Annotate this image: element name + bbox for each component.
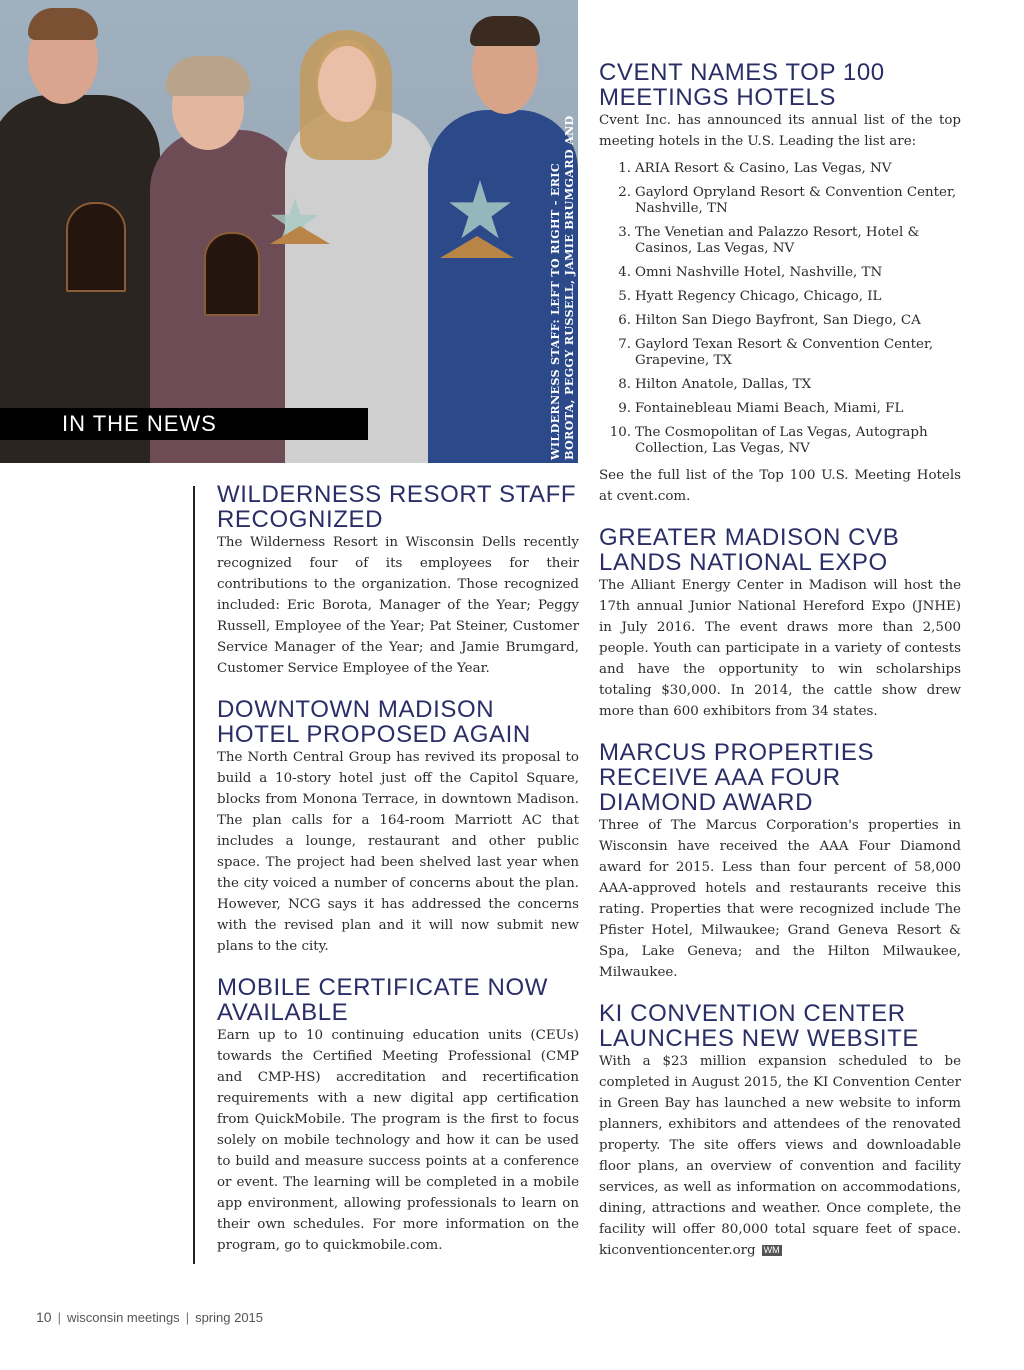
list-item: 10. The Cosmopolitan of Las Vegas, Autograph Collection, Las Vegas, NV [609, 425, 928, 456]
list-item: 8. Hilton Anatole, Dallas, TX [618, 377, 812, 392]
column-divider [193, 486, 195, 1264]
article-downtown-madison [217, 697, 579, 957]
photo-caption: WILDERNESS STAFF: LEFT TO RIGHT - ERIC BOROTA, PEGGY RUSSELL, JAMIE BRUMGARD AND PAT STEINER [548, 115, 590, 460]
right-column [599, 60, 961, 1273]
article-body: The Wilderness Resort in Wisconsin Dells recently recognized four of its employees for their contributions to the organization. Those recognized included: Eric Borota, Manager of the Year; Peggy Russell, Employee of the Year; Pat Steiner, Customer Service Manager of the Year; and Jamie Brumgard, Customer Service Employee of the Year. [217, 535, 579, 676]
magazine-name: wisconsin meetings [66, 1310, 180, 1325]
article-body: The Alliant Energy Center in Madison will host the 17th annual Junior National Hereford Expo (JNHE) in July 2016. The event draws more than 2,500 people. Youth can participate in a variety of contests and have the opportunity to win scholarships totaling $30,000. In 2014, the cattle show drew more than 600 exhibitors from 34 states. [599, 578, 961, 719]
article-outro: See the full list of the Top 100 U.S. Meeting Hotels at cvent.com. [599, 468, 961, 504]
article-madison-cvb [599, 525, 961, 722]
article-marcus [599, 740, 961, 983]
wm-end-badge: WM [763, 1245, 780, 1255]
article-headline: DOWNTOWN MADISON HOTEL PROPOSED AGAIN [217, 696, 531, 748]
list-item: 9. Fontainebleau Miami Beach, Miami, FL [618, 401, 904, 416]
article-body-text: With a $23 million expansion scheduled to be completed in August 2015, the KI Convention Center in Green Bay has launched a new website to inform planners, exhibitors and attendees of the renovated property. The site offers views and downloadable floor plans, an overview of convention and facility services, as well as information on accommodations, dining, attractions and weather. Once complete, the facility will offer 80,000 total square feet of space. kiconventioncenter.org [599, 1054, 961, 1258]
article-wilderness [217, 482, 579, 679]
list-item: 4. Omni Nashville Hotel, Nashville, TN [618, 265, 883, 280]
article-ki-center [599, 1001, 961, 1261]
award-trophy [204, 232, 260, 316]
person-hair [470, 16, 540, 46]
article-headline: MOBILE CERTIFICATE NOW AVAILABLE [217, 974, 549, 1026]
article-body [599, 1051, 961, 1261]
section-banner-title: IN THE NEWS [62, 411, 217, 436]
article-body: The North Central Group has revived its proposal to build a 10-story hotel just off the Capitol Square, blocks from Monona Terrace, in downtown Madison. The plan calls for a 164-room Marriott AC that includes a lounge, restaurant and other public space. The project had been shelved last year when the city voiced a number of concerns about the plan. However, NCG says it has addressed the concerns with the revised plan and it will now submit new plans to the city. [217, 750, 579, 954]
hotel-list [599, 161, 961, 457]
article-headline: GREATER MADISON CVB LANDS NATIONAL EXPO [599, 524, 900, 576]
list-item: 1. ARIA Resort & Casino, Las Vegas, NV [618, 161, 892, 176]
article-headline: CVENT NAMES TOP 100 MEETINGS HOTELS [599, 59, 885, 111]
person-hair [166, 56, 250, 96]
left-column [217, 482, 579, 1268]
list-item: 7. Gaylord Texan Resort & Convention Center, Grapevine, TX [618, 337, 934, 368]
page-footer: 10 | wisconsin meetings | spring 2015 [36, 1309, 264, 1325]
article-body: Three of The Marcus Corporation's properties in Wisconsin have received the AAA Four Diamond award for 2015. Less than four percent of 58,000 AAA-approved hotels and restaurants receive this rating. Properties that were recognized include The Pfister Hotel, Milwaukee; Grand Geneva Resort & Spa, Lake Geneva; and the Hilton Milwaukee, Milwaukee. [599, 818, 961, 980]
article-headline: KI CONVENTION CENTER LAUNCHES NEW WEBSITE [599, 1000, 920, 1052]
list-item: 6. Hilton San Diego Bayfront, San Diego, CA [618, 313, 921, 328]
list-item: 2. Gaylord Opryland Resort & Convention Center, Nashville, TN [618, 185, 957, 216]
issue-date: spring 2015 [195, 1310, 264, 1325]
article-headline: MARCUS PROPERTIES RECEIVE AAA FOUR DIAMOND AWARD [599, 739, 875, 816]
article-mobile-certificate [217, 975, 579, 1256]
article-headline: WILDERNESS RESORT STAFF RECOGNIZED [217, 481, 577, 533]
person-face [318, 46, 376, 122]
person-hair [28, 8, 98, 40]
list-item: 3. The Venetian and Palazzo Resort, Hotel & Casinos, Las Vegas, NV [618, 225, 920, 256]
staff-photo [0, 0, 578, 463]
article-intro: Cvent Inc. has announced its annual list of the top meeting hotels in the U.S. Leading the list are: [599, 113, 961, 149]
award-trophy [66, 202, 126, 292]
list-item: 5. Hyatt Regency Chicago, Chicago, IL [618, 289, 882, 304]
article-body: Earn up to 10 continuing education units (CEUs) towards the Certified Meeting Professional (CMP and CMP-HS) accreditation and recertification requirements with a new digital app certification from QuickMobile. The program is the first to focus solely on mobile technology and how it can be used to build and measure success points at a conference or event. The learning will be completed in a mobile app environment, allowing professionals to learn on their own schedules. For more information on the program, go to quickmobile.com. [217, 1028, 579, 1253]
page-number: 10 [36, 1309, 52, 1325]
article-cvent [599, 60, 961, 507]
